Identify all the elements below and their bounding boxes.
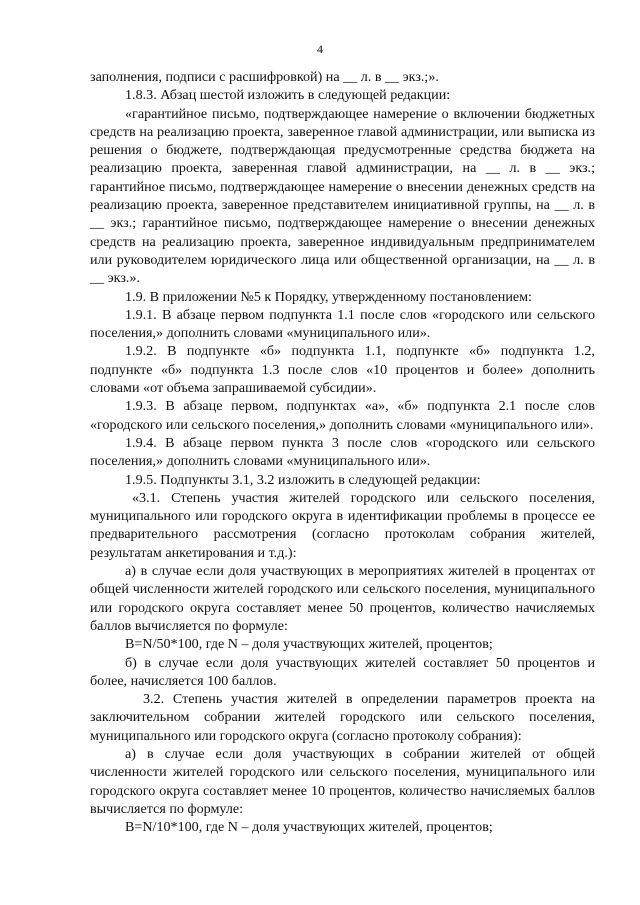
page-number: 4 [317, 42, 323, 56]
paragraph: «3.1. Степень участия жителей городского или сельского поселения, муниципального или городского округа в идентификации проблемы в процессе ее предварительного рассмотрения (согласно протоколам собрания жителей, результатам анкетирования и т.д.): [90, 489, 595, 561]
paragraph: 1.8.3. Абзац шестой изложить в следующей редакции: [125, 87, 451, 104]
paragraph: заполнения, подписи с расшифровкой) на __ л. в __ экз.;». [90, 69, 439, 85]
paragraph: а) в случае если доля участвующих в собрании жителей от общей численности жителей городского или сельского поселения, муниципального или городского округа составляет менее 10 процентов, количество начисляемых баллов вычисляется по формуле: [90, 745, 595, 817]
formula-line: B=N/10*100, где N – доля участвующих жителей, процентов; [125, 819, 493, 836]
paragraph: а) в случае если доля участвующих в мероприятиях жителей в процентах от общей численности жителей городского или сельского поселения, муниципального или городского округа составляет менее 50 процентов, количество начисляемых баллов вычисляется по формуле: [90, 563, 595, 634]
paragraph: 1.9.5. Подпункты 3.1, 3.2 изложить в следующей редакции: [125, 471, 481, 488]
paragraph: 1.9.3. В абзаце первом, подпунктах «а», «б» подпункта 2.1 после слов «городского или сельского поселения,» дополнить словами «муниципального или». [90, 398, 595, 433]
paragraph: 1.9.2. В подпункте «б» подпункта 1.1, подпункте «б» подпункта 1.2, подпункте «б» подпункта 1.3 после слов «10 процентов и более» дополнить словами «от объема запрашиваемой субсидии». [90, 343, 595, 397]
paragraph: б) в случае если доля участвующих жителей составляет 50 процентов и более, начисляется 100 баллов. [90, 654, 595, 689]
paragraph: 1.9.1. В абзаце первом подпункта 1.1 после слов «городского или сельского поселения,» дополнить словами «муниципального или». [90, 306, 595, 342]
paragraph: 1.9. В приложении №5 к Порядку, утвержденному постановлением: [125, 288, 532, 305]
document-body [90, 68, 595, 836]
paragraph: «гарантийное письмо, подтверждающее намерение о включении бюджетных средств на реализацию проекта, заверенное главой администрации, или выписка из решения о бюджете, подтверждающая предусмотренные средства бюджета на реализацию проекта, заверенная главой администрации, на __ л. в __ экз.; гарантийное письмо, подтверждающее намерение о внесении денежных средств на реализацию проекта, заверенное представителем инициативной группы, на __ л. в __ экз.; гарантийное письмо, подтверждающее намерение о внесении денежных средств на реализацию проекта, заверенное индивидуальным предпринимателем или руководителем юридического лица или общественной организации, на __ л. в __ экз.». [90, 105, 595, 287]
formula-line: B=N/50*100, где N – доля участвующих жителей, процентов; [125, 636, 493, 653]
paragraph: 3.2. Степень участия жителей в определении параметров проекта на заключительном собрании жителей городского или сельского поселения, муниципального или городского округа (согласно протоколу собрания): [90, 691, 595, 744]
paragraph: 1.9.4. В абзаце первом пункта 3 после слов «городского или сельского поселения,» дополнить словами «муниципального или». [90, 434, 595, 470]
